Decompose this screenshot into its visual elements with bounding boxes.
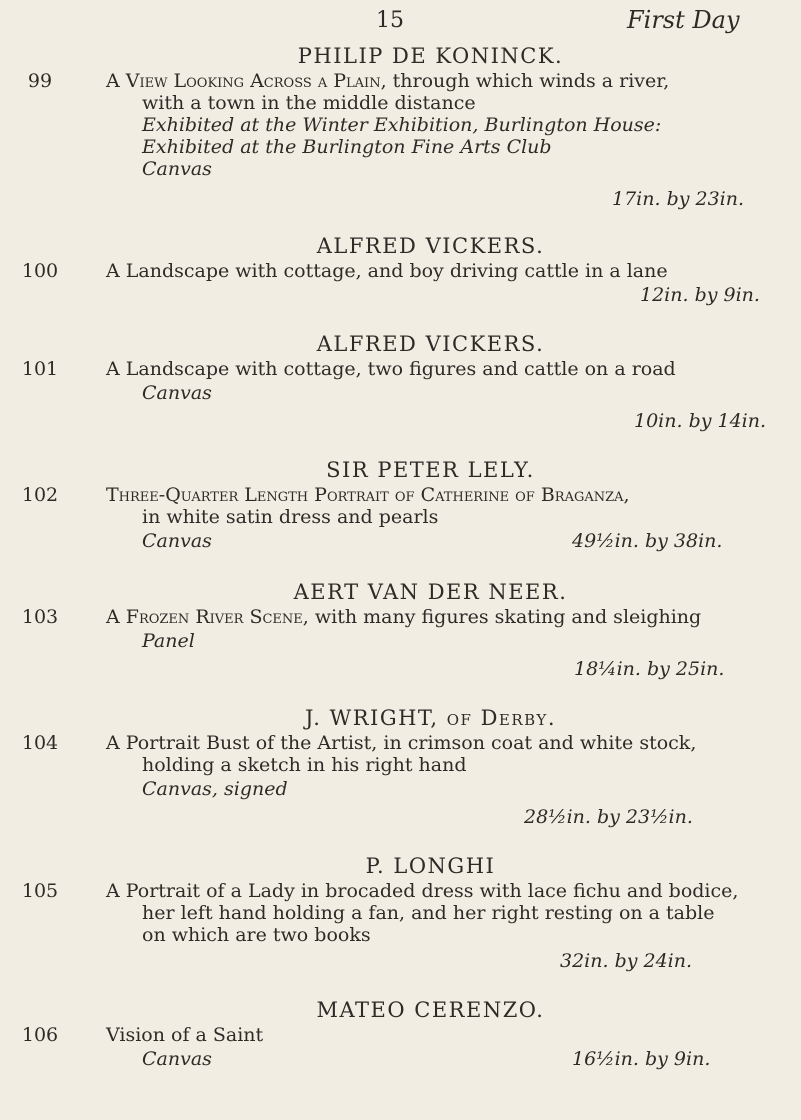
exhibition-note: Exhibited at the Burlington Fine Arts Club [142, 136, 552, 158]
artist-name: P. LONGHI [365, 854, 496, 878]
artist-name: J. WRIGHT, of Derby. [305, 706, 556, 730]
lot-dimensions: 18¼in. by 25in. [574, 658, 725, 680]
lot-title: A Frozen River Scene, [106, 606, 309, 628]
lot-number: 104 [21, 732, 59, 754]
page-number: 15 [376, 8, 404, 33]
lot-dimensions: 16½in. by 9in. [572, 1048, 711, 1070]
artist-name: AERT VAN DER NEER. [293, 580, 568, 604]
lot-number: 102 [21, 484, 59, 506]
lot-medium: Canvas [142, 158, 212, 180]
lot-number: 101 [21, 358, 59, 380]
lot-medium: Canvas, signed [142, 778, 288, 800]
lot-medium: Canvas [142, 530, 212, 552]
lot-dimensions: 32in. by 24in. [560, 950, 693, 972]
artist-name: ALFRED VICKERS. [316, 332, 545, 356]
lot-description: Three-Quarter Length Portrait of Catherine of Braganza, in white satin dress and pearls [106, 484, 776, 528]
lot-medium: Canvas [142, 1048, 212, 1070]
lot-title: A View Looking Across a Plain, [106, 70, 387, 92]
lot-description: A Portrait Bust of the Artist, in crimson coat and white stock, holding a sketch in his right hand [106, 732, 697, 776]
lot-medium: Canvas [142, 382, 212, 404]
lot-description: Vision of a Saint [106, 1024, 264, 1046]
lot-dimensions: 10in. by 14in. [634, 410, 767, 432]
artist-name: ALFRED VICKERS. [316, 234, 545, 258]
lot-number: 100 [21, 260, 59, 282]
lot-dimensions: 17in. by 23in. [612, 188, 745, 210]
artist-name: SIR PETER LELY. [326, 458, 535, 482]
lot-description: A Landscape with cottage, two figures and cattle on a road [106, 358, 676, 380]
lot-number: 105 [21, 880, 59, 902]
lot-title: Three-Quarter Length Portrait of Catherine of Braganza, [106, 484, 630, 506]
lot-dimensions: 12in. by 9in. [640, 284, 760, 306]
exhibition-note: Exhibited at the Winter Exhibition, Burlington House: [142, 114, 662, 136]
lot-description: A Frozen River Scene, with many figures skating and sleighing [106, 606, 702, 628]
lot-number: 99 [27, 70, 53, 92]
lot-number: 106 [21, 1024, 59, 1046]
running-head-day: First Day [627, 6, 740, 34]
lot-description: A Portrait of a Lady in brocaded dress with lace fichu and bodice, her left hand holding a fan, and her right resting on a table on which are two books [106, 880, 739, 946]
lot-dimensions: 28½in. by 23½in. [524, 806, 693, 828]
lot-medium: Panel [142, 630, 195, 652]
artist-name: PHILIP DE KONINCK. [297, 44, 564, 68]
lot-dimensions: 49½in. by 38in. [572, 530, 723, 552]
lot-description: A View Looking Across a Plain, through which winds a river, with a town in the middle distance Exhibited at the Winter Exhibition, Burlington House: Exhibited at the Burlington Fine Arts Club [106, 70, 776, 158]
lot-number: 103 [21, 606, 59, 628]
artist-name: MATEO CERENZO. [316, 998, 545, 1022]
lot-description: A Landscape with cottage, and boy driving cattle in a lane [106, 260, 668, 282]
